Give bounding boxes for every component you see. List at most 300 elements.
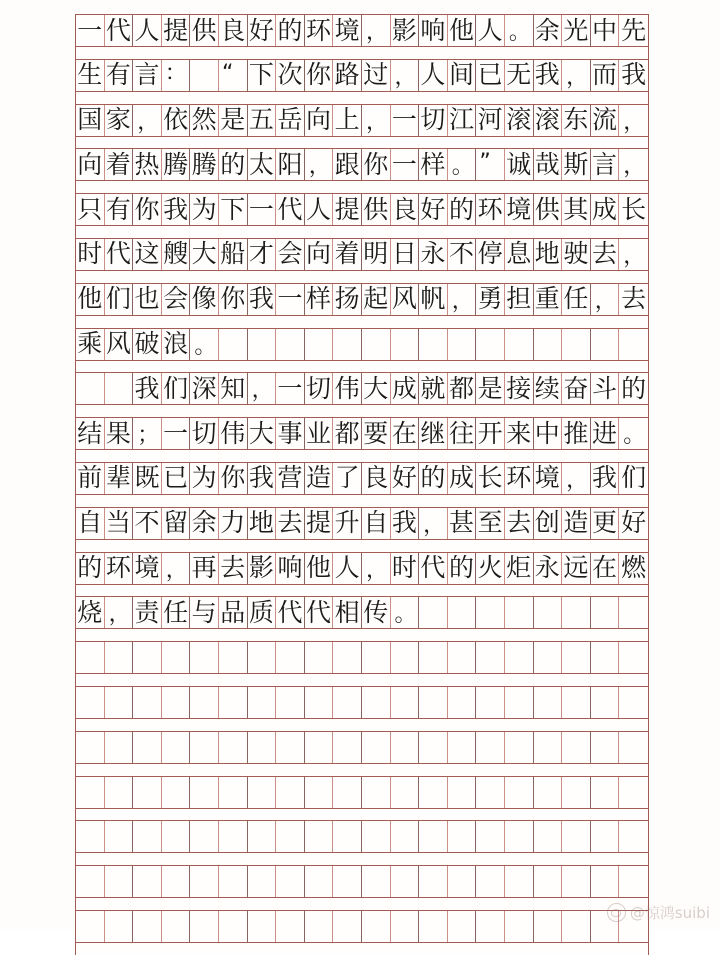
manuscript-cell[interactable]: [534, 463, 563, 494]
manuscript-cell[interactable]: [448, 508, 477, 539]
manuscript-cell[interactable]: [419, 194, 448, 225]
manuscript-cell[interactable]: [76, 418, 105, 449]
manuscript-cell[interactable]: [391, 821, 420, 852]
manuscript-cell[interactable]: [190, 597, 219, 628]
manuscript-cell[interactable]: [248, 732, 277, 763]
manuscript-cell[interactable]: [219, 642, 248, 673]
manuscript-cell[interactable]: [219, 239, 248, 270]
manuscript-cell[interactable]: [419, 284, 448, 315]
manuscript-cell[interactable]: [448, 149, 477, 180]
manuscript-cell[interactable]: [448, 329, 477, 360]
manuscript-cell[interactable]: [190, 553, 219, 584]
manuscript-cell[interactable]: [305, 777, 334, 808]
manuscript-cell[interactable]: [248, 687, 277, 718]
manuscript-cell[interactable]: [219, 194, 248, 225]
manuscript-cell[interactable]: [591, 105, 620, 136]
manuscript-cell[interactable]: [362, 60, 391, 91]
manuscript-cell[interactable]: [505, 149, 534, 180]
manuscript-cell[interactable]: [619, 911, 648, 942]
manuscript-cell[interactable]: [105, 60, 134, 91]
manuscript-cell[interactable]: [248, 597, 277, 628]
manuscript-cell[interactable]: [419, 687, 448, 718]
manuscript-cell[interactable]: [591, 508, 620, 539]
manuscript-cell[interactable]: [591, 149, 620, 180]
manuscript-cell[interactable]: [190, 105, 219, 136]
manuscript-cell[interactable]: [276, 284, 305, 315]
manuscript-cell[interactable]: [305, 642, 334, 673]
manuscript-cell[interactable]: [219, 553, 248, 584]
manuscript-cell[interactable]: [362, 284, 391, 315]
manuscript-cell[interactable]: [76, 642, 105, 673]
manuscript-cell[interactable]: [476, 777, 505, 808]
manuscript-cell[interactable]: [248, 911, 277, 942]
manuscript-cell[interactable]: [333, 597, 362, 628]
manuscript-cell[interactable]: [276, 821, 305, 852]
manuscript-cell[interactable]: [276, 687, 305, 718]
manuscript-cell[interactable]: [248, 821, 277, 852]
manuscript-cell[interactable]: [391, 687, 420, 718]
manuscript-cell[interactable]: [362, 463, 391, 494]
manuscript-cell[interactable]: [362, 553, 391, 584]
manuscript-cell[interactable]: [419, 463, 448, 494]
manuscript-cell[interactable]: [190, 866, 219, 897]
manuscript-cell[interactable]: [162, 508, 191, 539]
manuscript-cell[interactable]: [534, 194, 563, 225]
manuscript-cell[interactable]: [219, 597, 248, 628]
manuscript-cell[interactable]: [448, 15, 477, 46]
manuscript-cell[interactable]: [76, 821, 105, 852]
manuscript-cell[interactable]: [190, 284, 219, 315]
manuscript-cell[interactable]: [619, 373, 648, 404]
manuscript-cell[interactable]: [76, 239, 105, 270]
manuscript-cell[interactable]: [419, 239, 448, 270]
manuscript-cell[interactable]: [305, 149, 334, 180]
manuscript-cell[interactable]: [362, 687, 391, 718]
manuscript-cell[interactable]: [219, 60, 248, 91]
manuscript-cell[interactable]: [448, 687, 477, 718]
manuscript-cell[interactable]: [505, 105, 534, 136]
manuscript-cell[interactable]: [534, 866, 563, 897]
manuscript-cell[interactable]: [76, 866, 105, 897]
manuscript-cell[interactable]: [562, 732, 591, 763]
manuscript-cell[interactable]: [619, 194, 648, 225]
manuscript-cell[interactable]: [391, 15, 420, 46]
manuscript-cell[interactable]: [391, 911, 420, 942]
manuscript-cell[interactable]: [562, 866, 591, 897]
manuscript-cell[interactable]: [190, 642, 219, 673]
manuscript-cell[interactable]: [619, 15, 648, 46]
manuscript-cell[interactable]: [305, 373, 334, 404]
manuscript-cell[interactable]: [162, 194, 191, 225]
manuscript-cell[interactable]: [305, 821, 334, 852]
manuscript-cell[interactable]: [276, 642, 305, 673]
manuscript-cell[interactable]: [105, 418, 134, 449]
manuscript-cell[interactable]: [619, 239, 648, 270]
manuscript-cell[interactable]: [419, 105, 448, 136]
manuscript-cell[interactable]: [448, 373, 477, 404]
manuscript-cell[interactable]: [534, 687, 563, 718]
manuscript-cell[interactable]: [391, 239, 420, 270]
manuscript-cell[interactable]: [448, 866, 477, 897]
manuscript-cell[interactable]: [105, 463, 134, 494]
manuscript-cell[interactable]: [619, 642, 648, 673]
manuscript-cell[interactable]: [305, 508, 334, 539]
manuscript-cell[interactable]: [105, 105, 134, 136]
manuscript-cell[interactable]: [534, 821, 563, 852]
manuscript-cell[interactable]: [619, 149, 648, 180]
manuscript-cell[interactable]: [562, 687, 591, 718]
manuscript-cell[interactable]: [448, 463, 477, 494]
manuscript-cell[interactable]: [248, 642, 277, 673]
manuscript-cell[interactable]: [448, 284, 477, 315]
manuscript-cell[interactable]: [562, 239, 591, 270]
manuscript-cell[interactable]: [448, 597, 477, 628]
manuscript-cell[interactable]: [276, 866, 305, 897]
manuscript-cell[interactable]: [619, 418, 648, 449]
manuscript-cell[interactable]: [391, 329, 420, 360]
manuscript-cell[interactable]: [76, 597, 105, 628]
manuscript-cell[interactable]: [534, 149, 563, 180]
manuscript-cell[interactable]: [276, 597, 305, 628]
manuscript-cell[interactable]: [305, 60, 334, 91]
manuscript-cell[interactable]: [248, 194, 277, 225]
manuscript-cell[interactable]: [276, 194, 305, 225]
manuscript-cell[interactable]: [76, 194, 105, 225]
manuscript-cell[interactable]: [105, 149, 134, 180]
manuscript-cell[interactable]: [562, 597, 591, 628]
manuscript-cell[interactable]: [505, 732, 534, 763]
manuscript-cell[interactable]: [333, 329, 362, 360]
manuscript-cell[interactable]: [505, 911, 534, 942]
manuscript-cell[interactable]: [333, 194, 362, 225]
manuscript-cell[interactable]: [448, 732, 477, 763]
manuscript-cell[interactable]: [248, 418, 277, 449]
manuscript-cell[interactable]: [76, 777, 105, 808]
manuscript-cell[interactable]: [276, 463, 305, 494]
manuscript-cell[interactable]: [333, 373, 362, 404]
manuscript-cell[interactable]: [419, 732, 448, 763]
manuscript-cell[interactable]: [276, 239, 305, 270]
manuscript-cell[interactable]: [276, 15, 305, 46]
manuscript-cell[interactable]: [333, 463, 362, 494]
manuscript-cell[interactable]: [505, 284, 534, 315]
manuscript-cell[interactable]: [534, 732, 563, 763]
manuscript-cell[interactable]: [133, 597, 162, 628]
manuscript-cell[interactable]: [362, 149, 391, 180]
manuscript-cell[interactable]: [305, 687, 334, 718]
manuscript-cell[interactable]: [276, 329, 305, 360]
manuscript-cell[interactable]: [619, 508, 648, 539]
manuscript-cell[interactable]: [133, 418, 162, 449]
manuscript-cell[interactable]: [591, 329, 620, 360]
manuscript-cell[interactable]: [333, 149, 362, 180]
manuscript-cell[interactable]: [162, 105, 191, 136]
manuscript-cell[interactable]: [591, 821, 620, 852]
manuscript-cell[interactable]: [476, 732, 505, 763]
manuscript-cell[interactable]: [276, 553, 305, 584]
manuscript-cell[interactable]: [76, 60, 105, 91]
manuscript-cell[interactable]: [419, 866, 448, 897]
manuscript-cell[interactable]: [333, 418, 362, 449]
manuscript-cell[interactable]: [476, 418, 505, 449]
manuscript-cell[interactable]: [362, 15, 391, 46]
manuscript-cell[interactable]: [448, 553, 477, 584]
manuscript-cell[interactable]: [391, 463, 420, 494]
manuscript-cell[interactable]: [276, 373, 305, 404]
manuscript-cell[interactable]: [562, 642, 591, 673]
manuscript-cell[interactable]: [76, 687, 105, 718]
manuscript-cell[interactable]: [133, 194, 162, 225]
manuscript-cell[interactable]: [162, 866, 191, 897]
manuscript-cell[interactable]: [476, 60, 505, 91]
manuscript-cell[interactable]: [276, 911, 305, 942]
manuscript-cell[interactable]: [419, 329, 448, 360]
manuscript-cell[interactable]: [76, 15, 105, 46]
manuscript-cell[interactable]: [305, 15, 334, 46]
manuscript-cell[interactable]: [190, 777, 219, 808]
manuscript-cell[interactable]: [190, 15, 219, 46]
manuscript-cell[interactable]: [534, 418, 563, 449]
manuscript-cell[interactable]: [562, 60, 591, 91]
manuscript-cell[interactable]: [133, 373, 162, 404]
manuscript-cell[interactable]: [190, 149, 219, 180]
manuscript-cell[interactable]: [619, 463, 648, 494]
manuscript-cell[interactable]: [391, 194, 420, 225]
manuscript-cell[interactable]: [591, 60, 620, 91]
manuscript-cell[interactable]: [591, 194, 620, 225]
manuscript-cell[interactable]: [391, 284, 420, 315]
manuscript-cell[interactable]: [362, 329, 391, 360]
manuscript-cell[interactable]: [219, 911, 248, 942]
manuscript-cell[interactable]: [305, 105, 334, 136]
manuscript-cell[interactable]: [162, 642, 191, 673]
manuscript-cell[interactable]: [476, 149, 505, 180]
manuscript-cell[interactable]: [76, 329, 105, 360]
manuscript-cell[interactable]: [305, 418, 334, 449]
manuscript-cell[interactable]: [276, 105, 305, 136]
manuscript-cell[interactable]: [505, 194, 534, 225]
manuscript-cell[interactable]: [219, 105, 248, 136]
manuscript-cell[interactable]: [619, 732, 648, 763]
manuscript-cell[interactable]: [362, 597, 391, 628]
manuscript-cell[interactable]: [619, 60, 648, 91]
manuscript-cell[interactable]: [391, 597, 420, 628]
manuscript-cell[interactable]: [248, 60, 277, 91]
manuscript-cell[interactable]: [248, 329, 277, 360]
manuscript-cell[interactable]: [391, 642, 420, 673]
manuscript-cell[interactable]: [534, 105, 563, 136]
manuscript-cell[interactable]: [248, 149, 277, 180]
manuscript-cell[interactable]: [219, 149, 248, 180]
manuscript-cell[interactable]: [219, 687, 248, 718]
manuscript-cell[interactable]: [162, 239, 191, 270]
manuscript-cell[interactable]: [162, 149, 191, 180]
manuscript-cell[interactable]: [591, 687, 620, 718]
manuscript-cell[interactable]: [562, 911, 591, 942]
manuscript-cell[interactable]: [448, 642, 477, 673]
manuscript-cell[interactable]: [276, 149, 305, 180]
manuscript-cell[interactable]: [448, 418, 477, 449]
manuscript-cell[interactable]: [133, 911, 162, 942]
manuscript-cell[interactable]: [305, 239, 334, 270]
manuscript-cell[interactable]: [362, 866, 391, 897]
manuscript-cell[interactable]: [248, 553, 277, 584]
manuscript-cell[interactable]: [419, 911, 448, 942]
manuscript-cell[interactable]: [105, 194, 134, 225]
manuscript-cell[interactable]: [105, 732, 134, 763]
manuscript-cell[interactable]: [505, 866, 534, 897]
manuscript-cell[interactable]: [190, 373, 219, 404]
manuscript-cell[interactable]: [76, 149, 105, 180]
manuscript-cell[interactable]: [619, 284, 648, 315]
manuscript-cell[interactable]: [248, 239, 277, 270]
manuscript-cell[interactable]: [305, 911, 334, 942]
manuscript-cell[interactable]: [276, 732, 305, 763]
manuscript-cell[interactable]: [476, 508, 505, 539]
manuscript-cell[interactable]: [105, 866, 134, 897]
manuscript-cell[interactable]: [562, 105, 591, 136]
manuscript-cell[interactable]: [133, 60, 162, 91]
manuscript-cell[interactable]: [476, 329, 505, 360]
manuscript-cell[interactable]: [219, 329, 248, 360]
manuscript-cell[interactable]: [534, 239, 563, 270]
manuscript-cell[interactable]: [305, 463, 334, 494]
manuscript-cell[interactable]: [276, 777, 305, 808]
manuscript-cell[interactable]: [391, 508, 420, 539]
manuscript-cell[interactable]: [562, 329, 591, 360]
manuscript-cell[interactable]: [133, 687, 162, 718]
manuscript-cell[interactable]: [248, 508, 277, 539]
manuscript-cell[interactable]: [305, 597, 334, 628]
manuscript-cell[interactable]: [362, 373, 391, 404]
manuscript-cell[interactable]: [391, 105, 420, 136]
manuscript-cell[interactable]: [505, 239, 534, 270]
manuscript-cell[interactable]: [619, 777, 648, 808]
manuscript-cell[interactable]: [162, 821, 191, 852]
manuscript-cell[interactable]: [362, 239, 391, 270]
manuscript-cell[interactable]: [619, 597, 648, 628]
manuscript-cell[interactable]: [391, 373, 420, 404]
manuscript-cell[interactable]: [591, 463, 620, 494]
manuscript-cell[interactable]: [419, 508, 448, 539]
manuscript-cell[interactable]: [105, 373, 134, 404]
manuscript-cell[interactable]: [162, 60, 191, 91]
manuscript-cell[interactable]: [362, 508, 391, 539]
manuscript-cell[interactable]: [105, 821, 134, 852]
manuscript-cell[interactable]: [219, 418, 248, 449]
manuscript-cell[interactable]: [562, 821, 591, 852]
manuscript-cell[interactable]: [419, 777, 448, 808]
manuscript-cell[interactable]: [133, 553, 162, 584]
manuscript-cell[interactable]: [419, 821, 448, 852]
manuscript-cell[interactable]: [362, 821, 391, 852]
manuscript-cell[interactable]: [333, 105, 362, 136]
manuscript-cell[interactable]: [133, 284, 162, 315]
manuscript-cell[interactable]: [476, 553, 505, 584]
manuscript-cell[interactable]: [133, 463, 162, 494]
manuscript-cell[interactable]: [419, 418, 448, 449]
manuscript-cell[interactable]: [133, 777, 162, 808]
manuscript-cell[interactable]: [476, 373, 505, 404]
manuscript-cell[interactable]: [219, 373, 248, 404]
manuscript-cell[interactable]: [476, 911, 505, 942]
manuscript-cell[interactable]: [562, 15, 591, 46]
manuscript-cell[interactable]: [105, 239, 134, 270]
manuscript-cell[interactable]: [619, 105, 648, 136]
manuscript-cell[interactable]: [248, 15, 277, 46]
manuscript-cell[interactable]: [619, 687, 648, 718]
manuscript-cell[interactable]: [276, 418, 305, 449]
manuscript-cell[interactable]: [562, 284, 591, 315]
manuscript-cell[interactable]: [391, 553, 420, 584]
manuscript-cell[interactable]: [562, 463, 591, 494]
manuscript-cell[interactable]: [591, 866, 620, 897]
manuscript-cell[interactable]: [190, 821, 219, 852]
manuscript-cell[interactable]: [162, 777, 191, 808]
manuscript-cell[interactable]: [476, 284, 505, 315]
manuscript-cell[interactable]: [190, 239, 219, 270]
manuscript-cell[interactable]: [419, 642, 448, 673]
manuscript-cell[interactable]: [219, 732, 248, 763]
manuscript-cell[interactable]: [419, 553, 448, 584]
manuscript-cell[interactable]: [476, 597, 505, 628]
manuscript-cell[interactable]: [476, 239, 505, 270]
manuscript-cell[interactable]: [362, 777, 391, 808]
manuscript-cell[interactable]: [162, 732, 191, 763]
manuscript-cell[interactable]: [534, 60, 563, 91]
manuscript-cell[interactable]: [133, 732, 162, 763]
manuscript-cell[interactable]: [505, 508, 534, 539]
manuscript-cell[interactable]: [562, 418, 591, 449]
manuscript-cell[interactable]: [333, 821, 362, 852]
manuscript-cell[interactable]: [505, 373, 534, 404]
manuscript-cell[interactable]: [448, 105, 477, 136]
manuscript-cell[interactable]: [591, 597, 620, 628]
manuscript-cell[interactable]: [190, 463, 219, 494]
manuscript-cell[interactable]: [333, 642, 362, 673]
manuscript-cell[interactable]: [105, 642, 134, 673]
manuscript-cell[interactable]: [448, 239, 477, 270]
manuscript-cell[interactable]: [505, 777, 534, 808]
manuscript-cell[interactable]: [591, 911, 620, 942]
manuscript-cell[interactable]: [562, 149, 591, 180]
manuscript-cell[interactable]: [105, 687, 134, 718]
manuscript-cell[interactable]: [619, 821, 648, 852]
manuscript-cell[interactable]: [476, 866, 505, 897]
manuscript-cell[interactable]: [419, 597, 448, 628]
manuscript-cell[interactable]: [448, 911, 477, 942]
manuscript-cell[interactable]: [534, 597, 563, 628]
manuscript-cell[interactable]: [534, 642, 563, 673]
manuscript-cell[interactable]: [76, 284, 105, 315]
manuscript-cell[interactable]: [391, 418, 420, 449]
manuscript-cell[interactable]: [162, 15, 191, 46]
manuscript-cell[interactable]: [105, 597, 134, 628]
manuscript-cell[interactable]: [333, 687, 362, 718]
manuscript-cell[interactable]: [162, 329, 191, 360]
manuscript-cell[interactable]: [105, 911, 134, 942]
manuscript-cell[interactable]: [105, 553, 134, 584]
manuscript-cell[interactable]: [562, 508, 591, 539]
manuscript-cell[interactable]: [105, 508, 134, 539]
manuscript-cell[interactable]: [534, 329, 563, 360]
manuscript-cell[interactable]: [391, 149, 420, 180]
manuscript-cell[interactable]: [505, 15, 534, 46]
manuscript-cell[interactable]: [133, 821, 162, 852]
manuscript-cell[interactable]: [133, 642, 162, 673]
manuscript-cell[interactable]: [333, 911, 362, 942]
manuscript-cell[interactable]: [362, 418, 391, 449]
